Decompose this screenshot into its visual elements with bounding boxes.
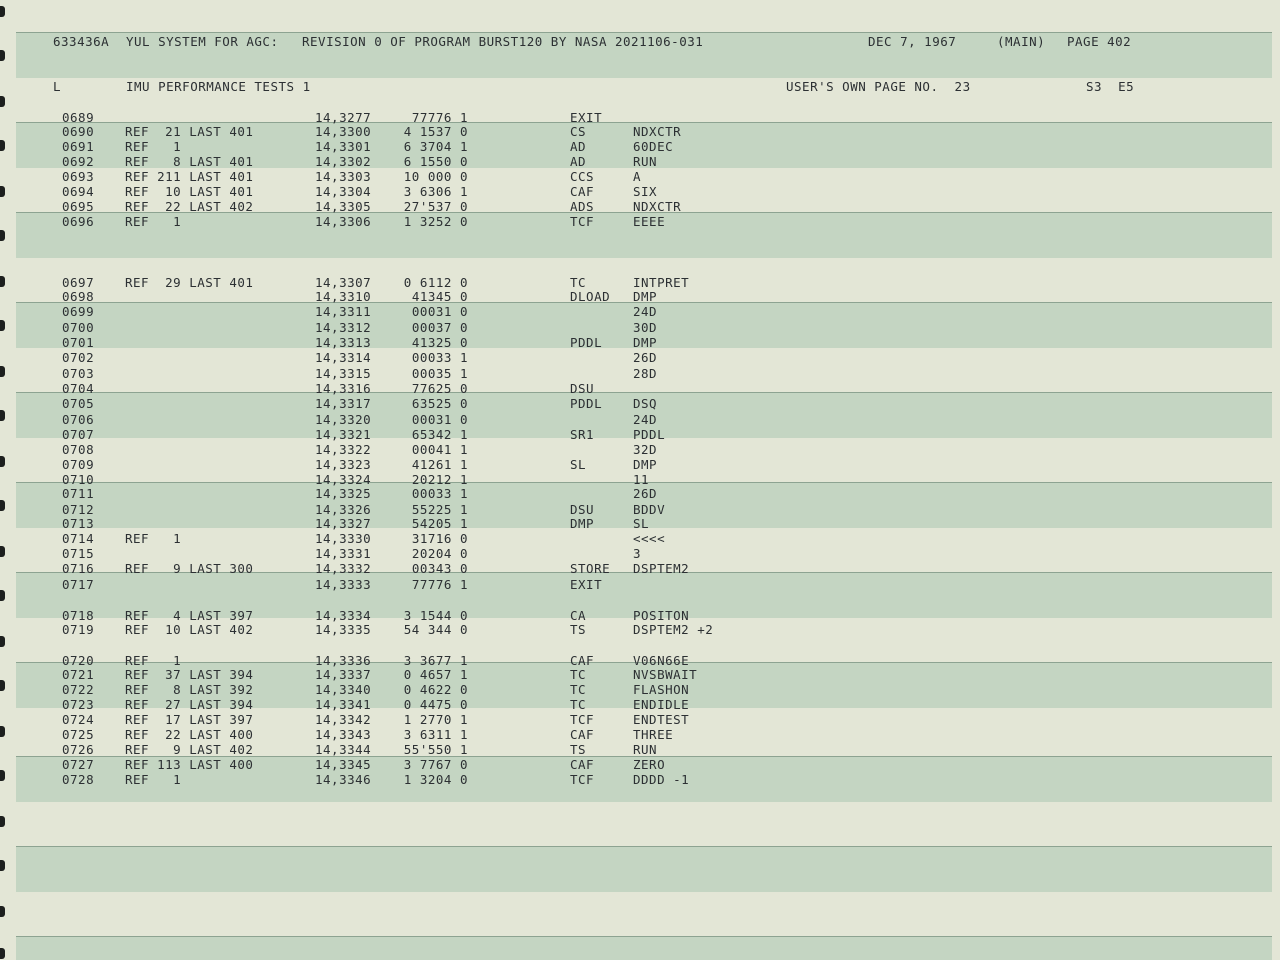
memory-address: 14,3341 <box>315 697 372 712</box>
operand: THREE <box>633 727 674 742</box>
operand: 32D <box>633 442 658 457</box>
feed-hole <box>0 50 5 61</box>
opcode: DLOAD <box>570 289 611 304</box>
listing-row <box>0 335 1280 350</box>
listing-row <box>0 561 1280 576</box>
operand: A <box>633 169 642 184</box>
opcode: TC <box>570 667 587 682</box>
line-number: 0718 <box>62 608 95 623</box>
feed-hole <box>0 230 5 241</box>
listing-row <box>0 712 1280 727</box>
line-number: 0703 <box>62 366 95 381</box>
listing-row <box>0 320 1280 335</box>
listing-row <box>0 608 1280 623</box>
operand: 30D <box>633 320 658 335</box>
opcode: TC <box>570 697 587 712</box>
line-number: 0714 <box>62 531 95 546</box>
octal-word: 6 1550 0 <box>403 154 468 169</box>
memory-address: 14,3310 <box>315 289 372 304</box>
feed-hole <box>0 860 5 871</box>
octal-word: 55225 1 <box>411 502 468 517</box>
memory-address: 14,3330 <box>315 531 372 546</box>
octal-word: 41325 0 <box>411 335 468 350</box>
opcode: CAF <box>570 184 595 199</box>
memory-address: 14,3315 <box>315 366 372 381</box>
listing-row <box>0 350 1280 365</box>
line-number: 0721 <box>62 667 95 682</box>
octal-word: 20204 0 <box>411 546 468 561</box>
cross-reference: REF 8 LAST 401 <box>125 154 254 169</box>
operand: FLASHON <box>633 682 690 697</box>
cross-reference: REF 8 LAST 392 <box>125 682 254 697</box>
octal-word: 54 344 0 <box>403 622 468 637</box>
octal-word: 55'550 1 <box>403 742 468 757</box>
operand: SIX <box>633 184 658 199</box>
listing-row <box>0 396 1280 411</box>
listing-row <box>0 169 1280 184</box>
memory-address: 14,3304 <box>315 184 372 199</box>
line-number: 0709 <box>62 457 95 472</box>
memory-address: 14,3342 <box>315 712 372 727</box>
green-bar <box>16 846 1272 892</box>
line-number: 0717 <box>62 577 95 592</box>
memory-address: 14,3312 <box>315 320 372 335</box>
operand: INTPRET <box>633 275 690 290</box>
line-number: 0705 <box>62 396 95 411</box>
line-number: 0713 <box>62 516 95 531</box>
line-number: 0702 <box>62 350 95 365</box>
memory-address: 14,3320 <box>315 412 372 427</box>
status-codes: S3 E5 <box>1086 79 1135 94</box>
operand: ENDIDLE <box>633 697 690 712</box>
cross-reference: REF 1 <box>125 531 182 546</box>
operand: 24D <box>633 304 658 319</box>
memory-address: 14,3325 <box>315 486 372 501</box>
memory-address: 14,3327 <box>315 516 372 531</box>
opcode: TS <box>570 742 587 757</box>
line-number: 0691 <box>62 139 95 154</box>
revision-text: REVISION 0 OF PROGRAM BURST120 BY NASA 2021106-031 <box>302 34 704 49</box>
octal-word: 77625 0 <box>411 381 468 396</box>
listing-row <box>0 442 1280 457</box>
memory-address: 14,3334 <box>315 608 372 623</box>
octal-word: 0 6112 0 <box>403 275 468 290</box>
listing-row <box>0 472 1280 487</box>
cross-reference: REF 37 LAST 394 <box>125 667 254 682</box>
memory-address: 14,3307 <box>315 275 372 290</box>
line-number: 0708 <box>62 442 95 457</box>
line-number: 0712 <box>62 502 95 517</box>
octal-word: 41261 1 <box>411 457 468 472</box>
opcode: CS <box>570 124 587 139</box>
line-number: 0719 <box>62 622 95 637</box>
listing-row <box>0 199 1280 214</box>
opcode: SL <box>570 457 587 472</box>
octal-word: 00343 0 <box>411 561 468 576</box>
operand: 11 <box>633 472 650 487</box>
line-number: 0707 <box>62 427 95 442</box>
line-number: 0694 <box>62 184 95 199</box>
operand: RUN <box>633 154 658 169</box>
line-number: 0722 <box>62 682 95 697</box>
line-marker: L <box>53 79 62 94</box>
listing-row <box>0 757 1280 772</box>
cross-reference: REF 21 LAST 401 <box>125 124 254 139</box>
octal-word: 3 3677 1 <box>403 653 468 668</box>
memory-address: 14,3317 <box>315 396 372 411</box>
memory-address: 14,3324 <box>315 472 372 487</box>
operand: 3 <box>633 546 642 561</box>
memory-address: 14,3302 <box>315 154 372 169</box>
octal-word: 63525 0 <box>411 396 468 411</box>
listing-row <box>0 427 1280 442</box>
cross-reference: REF 1 <box>125 653 182 668</box>
opcode: TCF <box>570 772 595 787</box>
operand: PDDL <box>633 427 666 442</box>
memory-address: 14,3346 <box>315 772 372 787</box>
opcode: AD <box>570 154 587 169</box>
cross-reference: REF 1 <box>125 772 182 787</box>
octal-word: 10 000 0 <box>403 169 468 184</box>
line-number: 0692 <box>62 154 95 169</box>
opcode: CAF <box>570 653 595 668</box>
octal-word: 31716 0 <box>411 531 468 546</box>
listing-date: DEC 7, 1967 <box>868 34 957 49</box>
operand: NDXCTR <box>633 199 682 214</box>
operand: DMP <box>633 289 658 304</box>
memory-address: 14,3344 <box>315 742 372 757</box>
listing-row <box>0 772 1280 787</box>
octal-word: 77776 1 <box>411 110 468 125</box>
line-number: 0701 <box>62 335 95 350</box>
listing-row <box>0 366 1280 381</box>
listing-row <box>0 412 1280 427</box>
cross-reference: REF 22 LAST 402 <box>125 199 254 214</box>
feed-hole <box>0 6 5 17</box>
line-number: 0720 <box>62 653 95 668</box>
line-number: 0696 <box>62 214 95 229</box>
listing-row <box>0 622 1280 637</box>
memory-address: 14,3337 <box>315 667 372 682</box>
cross-reference: REF 9 LAST 300 <box>125 561 254 576</box>
memory-address: 14,3313 <box>315 335 372 350</box>
octal-word: 41345 0 <box>411 289 468 304</box>
octal-word: 65342 1 <box>411 427 468 442</box>
listing-row <box>0 139 1280 154</box>
operand: DDDD -1 <box>633 772 690 787</box>
opcode: CAF <box>570 727 595 742</box>
line-number: 0716 <box>62 561 95 576</box>
page-number: PAGE 402 <box>1067 34 1132 49</box>
cross-reference: REF 27 LAST 394 <box>125 697 254 712</box>
cross-reference: REF 22 LAST 400 <box>125 727 254 742</box>
octal-word: 77776 1 <box>411 577 468 592</box>
listing-row <box>0 110 1280 125</box>
listing-row <box>0 742 1280 757</box>
memory-address: 14,3301 <box>315 139 372 154</box>
listing-row <box>0 653 1280 668</box>
line-number: 0724 <box>62 712 95 727</box>
users-page-number: USER'S OWN PAGE NO. 23 <box>786 79 971 94</box>
operand: DMP <box>633 335 658 350</box>
line-number: 0726 <box>62 742 95 757</box>
line-number: 0700 <box>62 320 95 335</box>
octal-word: 00031 0 <box>411 412 468 427</box>
memory-address: 14,3300 <box>315 124 372 139</box>
section-title: IMU PERFORMANCE TESTS 1 <box>126 79 311 94</box>
listing-row <box>0 457 1280 472</box>
opcode: STORE <box>570 561 611 576</box>
line-number: 0710 <box>62 472 95 487</box>
listing-row <box>0 531 1280 546</box>
octal-word: 00041 1 <box>411 442 468 457</box>
octal-word: 3 6306 1 <box>403 184 468 199</box>
line-number: 0697 <box>62 275 95 290</box>
memory-address: 14,3345 <box>315 757 372 772</box>
listing-row <box>0 667 1280 682</box>
opcode: CCS <box>570 169 595 184</box>
opcode: DSU <box>570 381 595 396</box>
opcode: AD <box>570 139 587 154</box>
operand: DSPTEM2 <box>633 561 690 576</box>
memory-address: 14,3277 <box>315 110 372 125</box>
octal-word: 00033 1 <box>411 486 468 501</box>
operand: <<<< <box>633 531 666 546</box>
operand: DMP <box>633 457 658 472</box>
cross-reference: REF 113 LAST 400 <box>125 757 254 772</box>
line-number: 0725 <box>62 727 95 742</box>
listing-row <box>0 214 1280 229</box>
operand: RUN <box>633 742 658 757</box>
opcode: TC <box>570 682 587 697</box>
memory-address: 14,3323 <box>315 457 372 472</box>
operand: SL <box>633 516 650 531</box>
operand: 26D <box>633 350 658 365</box>
feed-hole <box>0 636 5 647</box>
line-number: 0699 <box>62 304 95 319</box>
operand: NDXCTR <box>633 124 682 139</box>
memory-address: 14,3335 <box>315 622 372 637</box>
operand: NVSBWAIT <box>633 667 698 682</box>
feed-hole <box>0 948 5 959</box>
opcode: CAF <box>570 757 595 772</box>
line-number: 0689 <box>62 110 95 125</box>
cross-reference: REF 1 <box>125 139 182 154</box>
opcode: TCF <box>570 214 595 229</box>
operand: EEEE <box>633 214 666 229</box>
octal-word: 20212 1 <box>411 472 468 487</box>
line-number: 0698 <box>62 289 95 304</box>
line-number: 0690 <box>62 124 95 139</box>
memory-address: 14,3331 <box>315 546 372 561</box>
memory-address: 14,3311 <box>315 304 372 319</box>
listing-row <box>0 289 1280 304</box>
opcode: TCF <box>570 712 595 727</box>
listing-row <box>0 124 1280 139</box>
opcode: SR1 <box>570 427 595 442</box>
line-number: 0723 <box>62 697 95 712</box>
operand: V06N66E <box>633 653 690 668</box>
octal-word: 00035 1 <box>411 366 468 381</box>
cross-reference: REF 4 LAST 397 <box>125 608 254 623</box>
operand: 28D <box>633 366 658 381</box>
octal-word: 3 7767 0 <box>403 757 468 772</box>
octal-word: 00033 1 <box>411 350 468 365</box>
operand: DSPTEM2 +2 <box>633 622 714 637</box>
octal-word: 0 4622 0 <box>403 682 468 697</box>
listing-row <box>0 697 1280 712</box>
line-number: 0706 <box>62 412 95 427</box>
octal-word: 0 4475 0 <box>403 697 468 712</box>
operand: ZERO <box>633 757 666 772</box>
octal-word: 00031 0 <box>411 304 468 319</box>
system-name: YUL SYSTEM FOR AGC: <box>126 34 279 49</box>
memory-address: 14,3336 <box>315 653 372 668</box>
feed-hole <box>0 816 5 827</box>
octal-word: 00037 0 <box>411 320 468 335</box>
listing-row <box>0 516 1280 531</box>
line-number: 0728 <box>62 772 95 787</box>
line-number: 0695 <box>62 199 95 214</box>
memory-address: 14,3333 <box>315 577 372 592</box>
memory-address: 14,3332 <box>315 561 372 576</box>
line-number: 0711 <box>62 486 95 501</box>
octal-word: 4 1537 0 <box>403 124 468 139</box>
listing-row <box>0 682 1280 697</box>
cross-reference: REF 29 LAST 401 <box>125 275 254 290</box>
operand: ENDTEST <box>633 712 690 727</box>
feed-hole <box>0 96 5 107</box>
operand: BDDV <box>633 502 666 517</box>
opcode: DMP <box>570 516 595 531</box>
opcode: EXIT <box>570 577 603 592</box>
line-number: 0693 <box>62 169 95 184</box>
memory-address: 14,3306 <box>315 214 372 229</box>
cross-reference: REF 10 LAST 401 <box>125 184 254 199</box>
cross-reference: REF 1 <box>125 214 182 229</box>
octal-word: 1 3252 0 <box>403 214 468 229</box>
memory-address: 14,3343 <box>315 727 372 742</box>
listing-row <box>0 154 1280 169</box>
operand: 26D <box>633 486 658 501</box>
octal-word: 3 6311 1 <box>403 727 468 742</box>
octal-word: 27'537 0 <box>403 199 468 214</box>
octal-word: 6 3704 1 <box>403 139 468 154</box>
listing-row <box>0 577 1280 592</box>
opcode: ADS <box>570 199 595 214</box>
octal-word: 1 2770 1 <box>403 712 468 727</box>
listing-row <box>0 727 1280 742</box>
memory-address: 14,3321 <box>315 427 372 442</box>
listing-row <box>0 184 1280 199</box>
line-number: 0704 <box>62 381 95 396</box>
octal-word: 54205 1 <box>411 516 468 531</box>
memory-address: 14,3303 <box>315 169 372 184</box>
section-label: (MAIN) <box>997 34 1046 49</box>
feed-hole <box>0 906 5 917</box>
listing-row <box>0 502 1280 517</box>
line-number: 0727 <box>62 757 95 772</box>
memory-address: 14,3326 <box>315 502 372 517</box>
listing-row <box>0 304 1280 319</box>
opcode: PDDL <box>570 396 603 411</box>
listing-row <box>0 275 1280 290</box>
octal-word: 1 3204 0 <box>403 772 468 787</box>
memory-address: 14,3340 <box>315 682 372 697</box>
cross-reference: REF 10 LAST 402 <box>125 622 254 637</box>
memory-address: 14,3322 <box>315 442 372 457</box>
opcode: EXIT <box>570 110 603 125</box>
opcode: DSU <box>570 502 595 517</box>
green-bar <box>16 936 1272 960</box>
octal-word: 0 4657 1 <box>403 667 468 682</box>
cross-reference: REF 17 LAST 397 <box>125 712 254 727</box>
operand: 24D <box>633 412 658 427</box>
line-number: 0715 <box>62 546 95 561</box>
opcode: PDDL <box>570 335 603 350</box>
memory-address: 14,3305 <box>315 199 372 214</box>
cross-reference: REF 211 LAST 401 <box>125 169 254 184</box>
operand: 60DEC <box>633 139 674 154</box>
memory-address: 14,3314 <box>315 350 372 365</box>
octal-word: 3 1544 0 <box>403 608 468 623</box>
operand: DSQ <box>633 396 658 411</box>
listing-row <box>0 486 1280 501</box>
operand: POSITON <box>633 608 690 623</box>
listing-row <box>0 381 1280 396</box>
listing-row <box>0 546 1280 561</box>
memory-address: 14,3316 <box>315 381 372 396</box>
cross-reference: REF 9 LAST 402 <box>125 742 254 757</box>
opcode: TC <box>570 275 587 290</box>
opcode: TS <box>570 622 587 637</box>
listing-id: 633436A <box>53 34 110 49</box>
opcode: CA <box>570 608 587 623</box>
